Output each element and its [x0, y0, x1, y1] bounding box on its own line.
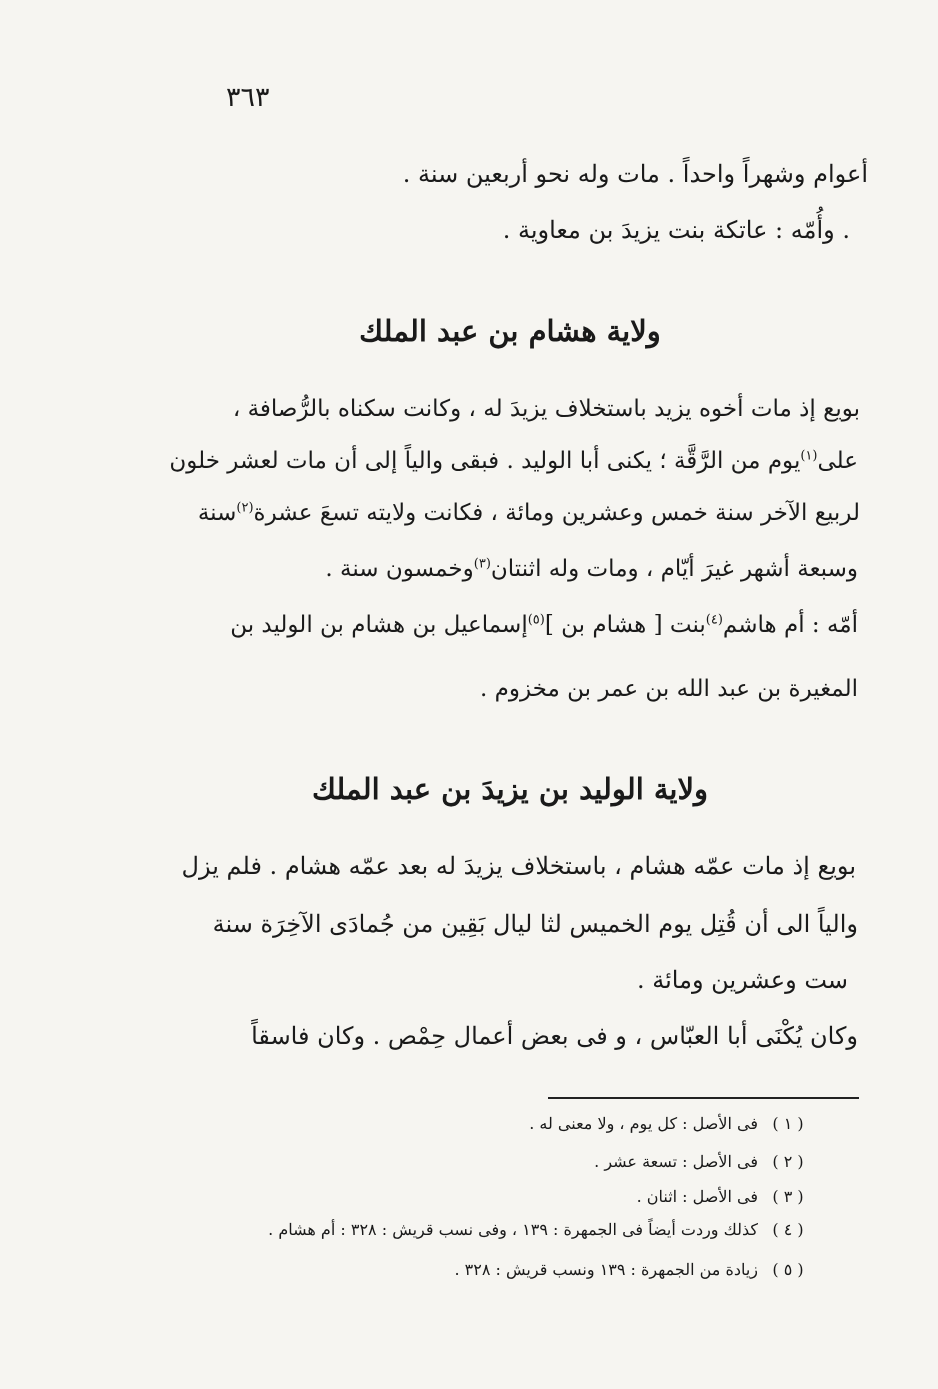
footnote-ref-3: (٣) [473, 556, 491, 572]
s1-line-5-c: إسماعيل بن هشام بن الوليد بن [230, 612, 528, 638]
text-line-2: . وأُمّه : عاتكة بنت يزيدَ بن معاوية . [502, 216, 850, 244]
s1-line-3-b: سنة [197, 500, 237, 526]
footnote-ref-2: (٢) [236, 500, 254, 516]
footnote-separator [548, 1097, 859, 1099]
footnote-ref-1: (١) [800, 448, 818, 464]
s1-line-5-b: بنت [ هشام بن ] [544, 612, 706, 638]
s2-line-2: والياً الى أن قُتِل يوم الخميس لثا ليال بَقِين من جُمادَى الآخِرَة سنة [212, 910, 858, 938]
s1-line-1: بويع إذ مات أخوه يزيد باستخلاف يزيدَ له ، وكانت سكناه بالرُّصافة ، [232, 396, 860, 422]
footnote-text: فى الأصل : كل يوم ، ولا معنى له . [529, 1114, 758, 1133]
footnote-ref-4: (٤) [705, 612, 723, 628]
s2-line-3: ست وعشرين ومائة . [636, 966, 848, 994]
footnote-1 [529, 1114, 810, 1133]
s1-line-3 [198, 500, 860, 526]
s1-line-3-a: لربيع الآخر سنة خمس وعشرين ومائة ، فكانت ولايته تسعَ عشرة [253, 500, 860, 526]
footnote-number: ( ٣ ) [772, 1187, 804, 1206]
s1-line-5 [230, 612, 858, 638]
s1-line-4-b: وخمسون سنة . [325, 556, 474, 582]
s1-line-2-b: يوم من الرَّقَّة ؛ يكنى أبا الوليد . فبقى والياً إلى أن مات لعشر خلون [169, 448, 801, 474]
footnote-text: فى الأصل : تسعة عشر . [594, 1152, 758, 1171]
footnote-2 [594, 1152, 810, 1171]
s1-line-2-a: على [817, 448, 858, 474]
section-title-walid: ولاية الوليد بن يزيدَ بن عبد الملك [311, 772, 709, 806]
footnote-ref-5: (٥) [527, 612, 545, 628]
footnote-number: ( ٤ ) [772, 1220, 804, 1239]
s1-line-6: المغيرة بن عبد الله بن عمر بن مخزوم . [480, 676, 858, 702]
footnote-number: ( ٥ ) [772, 1260, 804, 1279]
footnote-5 [455, 1260, 811, 1279]
section-title-hisham: ولاية هشام بن عبد الملك [359, 314, 661, 348]
footnote-text: زيادة من الجمهرة : ١٣٩ ونسب قريش : ٣٢٨ . [454, 1260, 758, 1279]
footnote-number: ( ١ ) [772, 1114, 804, 1133]
page-number: ٣٦٣ [226, 82, 270, 113]
s1-line-5-a: أمّه : أم هاشم [722, 612, 858, 638]
s2-line-1: بويع إذ مات عمّه هشام ، باستخلاف يزيدَ له بعد عمّه هشام . فلم يزل [181, 852, 856, 880]
s1-line-2 [169, 448, 858, 474]
text-line-1: أعوام وشهراً واحداً . مات وله نحو أربعين سنة . [402, 160, 868, 188]
footnote-text: كذلك وردت أيضاً فى الجمهرة : ١٣٩ ، وفى نسب قريش : ٣٢٨ : أم هشام . [268, 1220, 758, 1239]
s2-line-4: وكان يُكْنَى أبا العبّاس ، و فى بعض أعمال حِمْص . وكان فاسقاً [251, 1022, 858, 1050]
footnote-3 [637, 1187, 810, 1206]
s1-line-4-a: وسبعة أشهر غيرَ أيّام ، ومات وله اثنتان [490, 556, 858, 582]
s1-line-4 [325, 556, 858, 582]
footnote-text: فى الأصل : اثنان . [636, 1187, 758, 1206]
footnote-number: ( ٢ ) [772, 1152, 804, 1171]
footnote-4 [268, 1220, 810, 1239]
